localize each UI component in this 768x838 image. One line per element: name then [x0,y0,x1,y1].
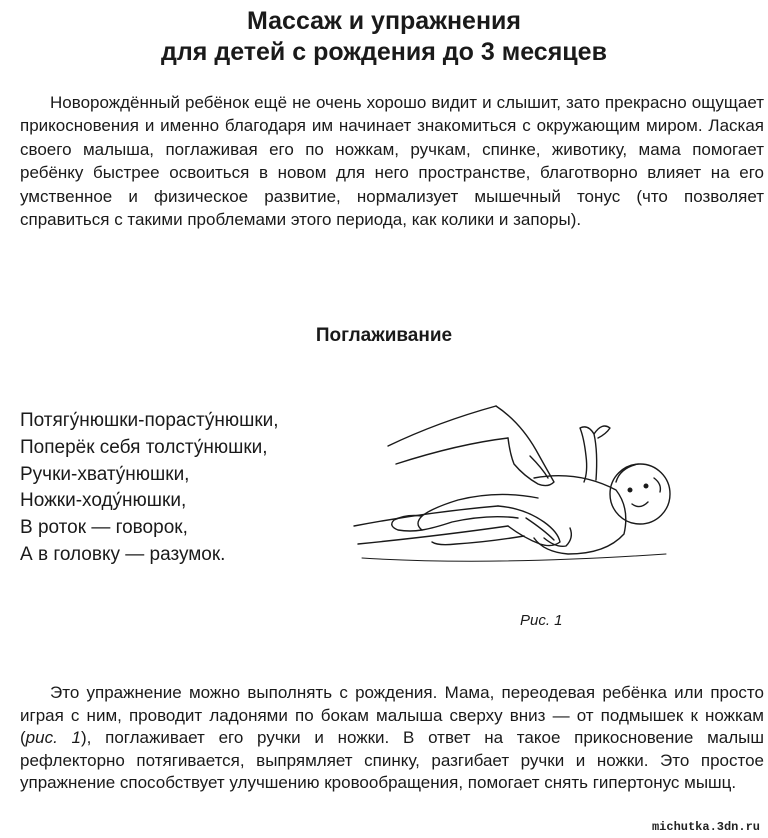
surface-line [362,554,666,561]
adult-arm-upper [388,406,496,446]
exercise-text-after: ), поглаживает его ручки и ножки. В ответ на такое прикосновение малыш рефлекторно потягивается, выпрямляет спинку, разгибает ручки и ножки. Это простое упражнение способствует улучшению кровообращения, помогает снять гипертонус мышц. [20,728,765,793]
section-heading: Поглаживание [315,325,453,346]
title-line-2: для детей с рождения до 3 месяцев [161,38,607,66]
adult-arm-upper-lower-edge [396,438,508,464]
baby-arm-raised [580,427,597,482]
figure-reference: рис. 1 [25,728,82,748]
figure-caption: Рис. 1 [520,612,563,629]
baby-massage-illustration [348,398,678,608]
title-line-1: Массаж и упражнения [247,7,521,35]
page-title [0,6,768,68]
rhyme [20,408,350,569]
rhyme-line: Поперёк себя толсту́нюшки, [20,436,268,458]
exercise-text [20,682,764,795]
rhyme-line: В роток — говорок, [20,517,188,539]
rhyme-line: Потягу́нюшки-порасту́нюшки, [20,410,279,431]
exercise-paragraph [20,682,764,795]
watermark: michutka.3dn.ru [651,820,760,834]
intro-paragraph [20,91,764,231]
rhyme-line: А в головку — разумок. [20,543,226,565]
rhyme-line: Ножки-ходу́нюшки, [20,490,187,512]
intro-text: Новорождённый ребёнок ещё не очень хорошо видит и слышит, зато прекрасно ощущает прикосновения и именно благодаря им начинает знакомиться с окружающим миром. Лаская своего малыша, поглаживая его по ножкам, ручкам, спинке, животику, мама помогает ребёнку быстрее освоиться в новом для него пространстве, благотворно влияет на его умственное и физическое развитие, нормализует мышечный тонус (что позволяет справиться с такими проблемами этого периода, как колики и запоры). [20,93,764,230]
exercise-text-before: Это упражнение можно выполнять с рождения. Мама, переодевая ребёнка или просто играя с ним, проводит ладонями по бокам малыша сверху вниз — от подмышек к ножкам ( [20,683,764,748]
adult-arm-lower [354,506,498,526]
baby-torso [534,476,626,554]
baby-leg-lower [432,536,524,545]
rhyme-line: Ручки-хвату́нюшки, [20,463,190,485]
